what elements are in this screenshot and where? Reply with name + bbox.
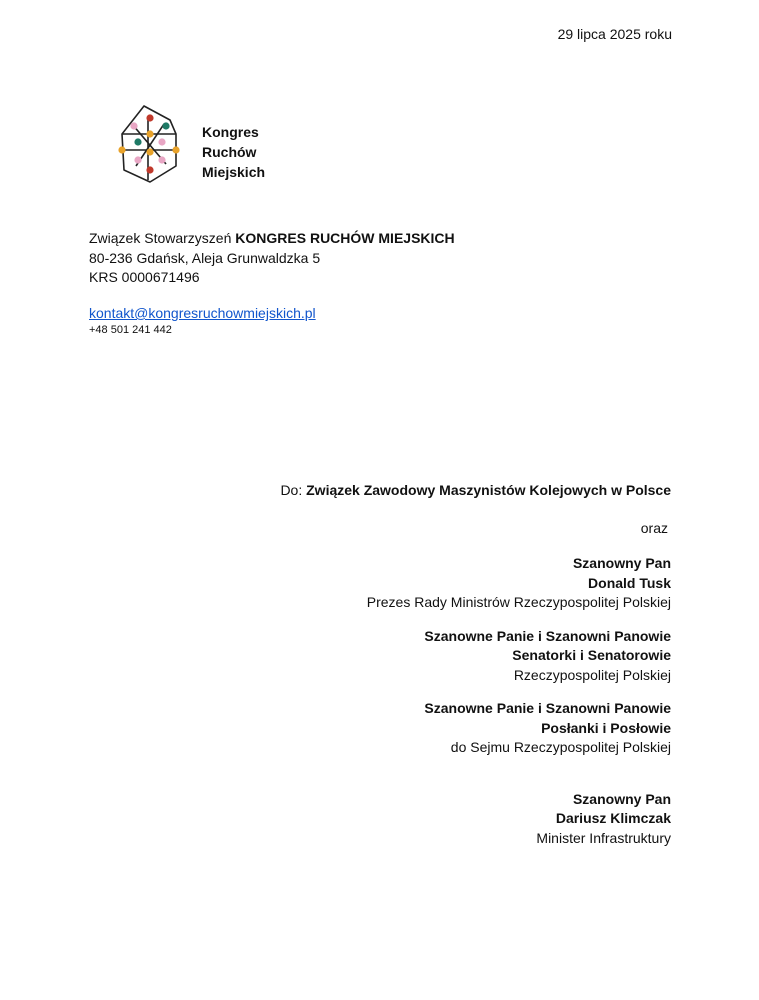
recipients-block xyxy=(171,481,671,848)
recipient-name: Posłanki i Posłowie xyxy=(541,719,671,736)
phone-number: +48 501 241 442 xyxy=(89,324,172,336)
logo-line-2: Ruchów xyxy=(202,144,257,160)
recipient-to-name: Związek Zawodowy Maszynistów Kolejowych w Polsce xyxy=(306,482,671,498)
logo-mark-icon xyxy=(118,104,198,188)
email-link[interactable]: kontakt@kongresruchowmiejskich.pl xyxy=(89,305,316,321)
recipient-salutation: Szanowny Pan xyxy=(572,790,671,807)
sender-address: 80-236 Gdańsk, Aleja Grunwaldzka 5 xyxy=(89,249,321,266)
organization-logo xyxy=(118,104,278,188)
recipient-title: do Sejmu Rzeczypospolitej Polskiej xyxy=(450,739,671,755)
sender-org-name: KONGRES RUCHÓW MIEJSKICH xyxy=(235,230,455,246)
recipient-salutation: Szanowne Panie i Szanowni Panowie xyxy=(424,700,671,716)
sender-block xyxy=(89,229,455,288)
recipient-and: oraz xyxy=(640,519,668,536)
sender-organization xyxy=(89,229,455,249)
logo-wordmark xyxy=(202,122,265,182)
recipient-salutation: Szanowny Pan xyxy=(572,555,671,571)
recipient-title: Minister Infrastruktury xyxy=(536,829,671,846)
recipient-to-prefix: Do: xyxy=(280,482,307,498)
recipient-minister xyxy=(171,790,671,849)
recipient-salutation: Szanowne Panie i Szanowni Panowie xyxy=(424,627,671,644)
sender-krs: KRS 0000671496 xyxy=(89,269,200,285)
recipient-title: Prezes Rady Ministrów Rzeczypospolitej Polskiej xyxy=(366,594,671,610)
recipient-title: Rzeczypospolitej Polskiej xyxy=(513,666,671,683)
recipient-primary xyxy=(171,481,671,501)
contact-block xyxy=(89,305,316,338)
sender-org-prefix: Związek Stowarzyszeń xyxy=(89,230,236,246)
recipient-name: Senatorki i Senatorowie xyxy=(512,647,671,663)
recipient-prime-minister xyxy=(171,554,671,613)
recipient-name: Dariusz Klimczak xyxy=(555,810,671,826)
logo-line-1: Kongres xyxy=(202,124,259,140)
logo-line-3: Miejskich xyxy=(202,164,266,180)
recipient-senators xyxy=(171,627,671,686)
recipient-deputies xyxy=(171,699,671,758)
recipient-name: Donald Tusk xyxy=(588,574,671,591)
letter-date: 29 lipca 2025 roku xyxy=(557,26,672,42)
